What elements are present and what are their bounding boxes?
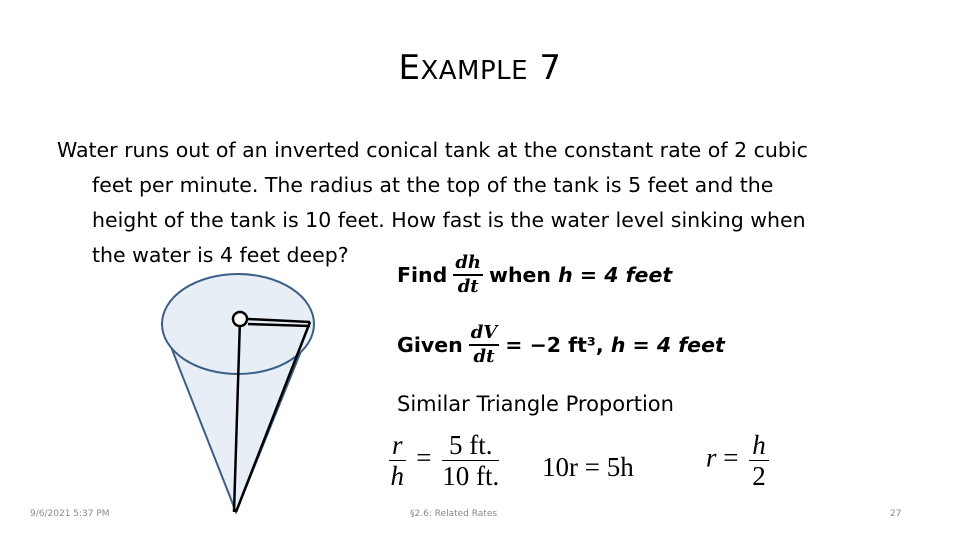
eq1-equals: = [416,442,432,473]
problem-line-4: the water is 4 feet deep? [92,243,349,267]
eq3-equals: = [723,442,739,473]
given-numerator: dV [469,322,500,346]
given-condition: h = 4 feet [610,333,725,357]
footer-page-number: 27 [890,509,902,519]
dv-dt-fraction [469,322,500,368]
dh-dt-fraction [453,252,483,298]
eq3-lhs: r [706,442,717,473]
eq1-num2: 5 ft. [442,430,499,461]
linear-equation: 10r = 5h [542,452,634,482]
eq1-num: r [389,430,406,461]
center-point [233,312,247,326]
eq3-den: 2 [752,461,766,491]
footer-section: §2.6: Related Rates [410,509,498,519]
eq3-num: h [749,430,769,461]
solved-equation [706,430,773,491]
problem-line-2: feet per minute. The radius at the top of the tank is 5 feet and the [92,173,774,197]
find-condition: h = 4 feet [558,263,673,287]
slide-title [0,48,960,88]
similar-triangle-heading: Similar Triangle Proportion [397,392,674,416]
title-first-letter: E [398,48,421,88]
eq1-den2: 10 ft. [442,461,500,491]
five-over-ten [442,430,499,491]
given-statement [397,322,725,368]
cone-diagram [150,262,330,522]
proportion-equation [385,430,503,491]
footer-date: 9/6/2021 5:37 PM [30,509,110,519]
find-statement [397,252,672,298]
find-denominator: dt [457,276,479,297]
h-over-2 [749,430,769,491]
given-rate: = −2 ft³, [505,333,604,357]
r-over-h [389,430,406,491]
title-rest: XAMPLE [420,56,529,86]
title-number: 7 [539,48,562,88]
given-denominator: dt [473,346,495,367]
find-numerator: dh [453,252,483,276]
find-when: when [489,263,552,287]
eq1-den: h [390,461,404,491]
given-label: Given [397,333,463,357]
find-label: Find [397,263,448,287]
problem-line-1: Water runs out of an inverted conical tank at the constant rate of 2 cubic [57,138,808,162]
problem-line-3: height of the tank is 10 feet. How fast is the water level sinking when [92,208,806,232]
